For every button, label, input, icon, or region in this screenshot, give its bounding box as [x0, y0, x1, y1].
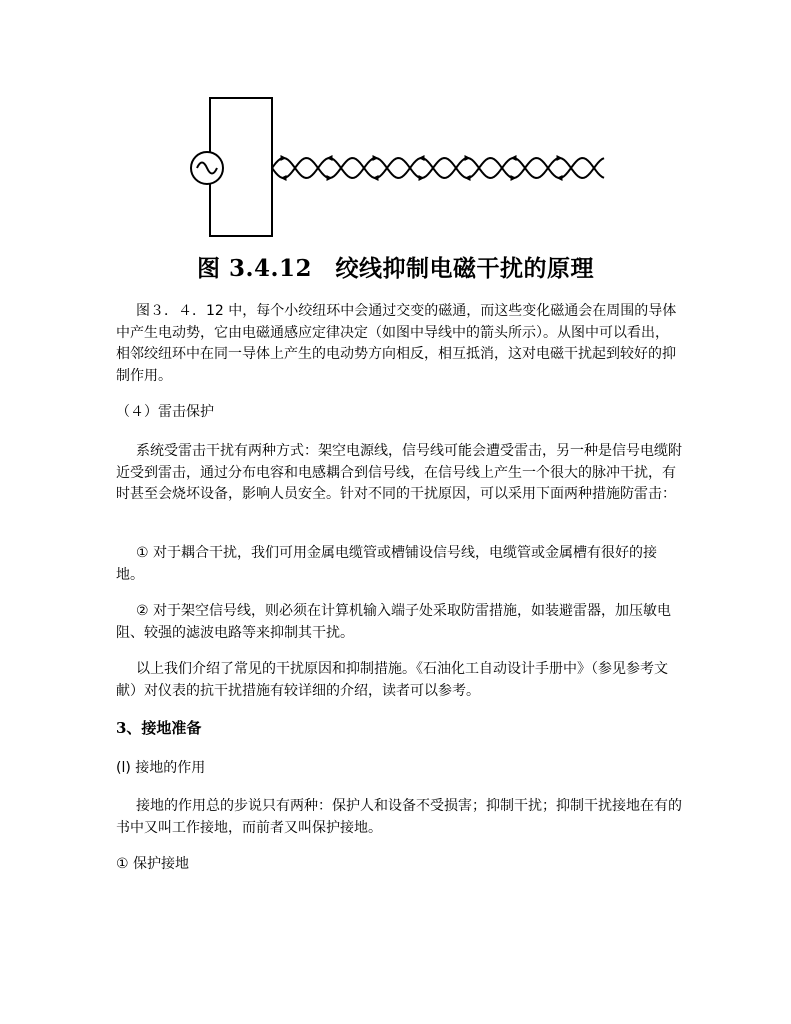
emf-arrow	[511, 175, 517, 181]
heading-grounding-purpose: (l) 接地的作用	[116, 760, 206, 776]
paragraph-twisted-pair: 图３．４．12 中，每个小绞纽环中会通过交变的磁通，而这些变化磁通会在周围的导体中产生电动势，它由电磁通感应定律决定（如图中导线中的箭头所示）。从图中可以看出，相邻绞纽环中在同一导体上产生的电动势方向相反，相互抵消，这对电磁干扰起到较好的抑制作用。	[116, 303, 677, 384]
emf-arrow	[281, 175, 287, 181]
heading-grounding-preparation: 3、接地准备	[116, 719, 202, 737]
list-item-coupling: ① 对于耦合干扰，我们可用金属电缆管或槽铺设信号线，电缆管或金属槽有很好的接地。	[116, 545, 657, 583]
emf-arrow	[327, 175, 333, 181]
figure-caption: 图 3.4.12 绞线抑制电磁干扰的原理	[196, 255, 595, 282]
emf-arrow	[281, 155, 287, 161]
heading-lightning-protection: （４）雷击保护	[116, 404, 214, 420]
list-item-overhead: ② 对于架空信号线，则必须在计算机输入端子处采取防雷措施，如装避雷器，加压敏电阻、较强的滤波电路等来抑制其干扰。	[116, 603, 671, 641]
emf-arrow	[419, 155, 425, 161]
emf-arrow	[419, 175, 425, 181]
paragraph-lightning: 系统受雷击干扰有两种方式：架空电源线，信号线可能会遭受雷击，另一种是信号电缆附近受到雷击，通过分布电容和电感耦合到信号线，在信号线上产生一个很大的脉冲干扰，有时甚至会烧坏设备，影响人员安全。针对不同的干扰原因，可以采用下面两种措施防雷击：	[116, 443, 682, 502]
twisted-pair-diagram	[185, 95, 615, 240]
twisted-pair-svg	[185, 95, 615, 240]
ac-source-icon	[191, 152, 223, 184]
paragraph-grounding: 接地的作用总的步说只有两种：保护人和设备不受损害；抑制干扰；抑制干扰接地在有的书中又叫工作接地，而前者又叫保护接地。	[116, 798, 682, 836]
emf-arrow	[373, 155, 379, 161]
emf-arrow	[373, 175, 379, 181]
emf-arrow	[511, 155, 517, 161]
emf-arrow	[465, 155, 471, 161]
list-item-protective-grounding: ① 保护接地	[116, 856, 190, 872]
emf-arrow	[557, 155, 563, 161]
twisted-wires	[272, 158, 604, 178]
emf-arrow	[327, 155, 333, 161]
emf-arrow	[465, 175, 471, 181]
current-arrows	[281, 155, 563, 181]
paragraph-summary: 以上我们介绍了常见的干扰原因和抑制措施。《石油化工自动设计手册中》（参见参考文献）对仪表的抗干扰措施有较详细的介绍，读者可以参考。	[116, 661, 668, 699]
emf-arrow	[557, 175, 563, 181]
